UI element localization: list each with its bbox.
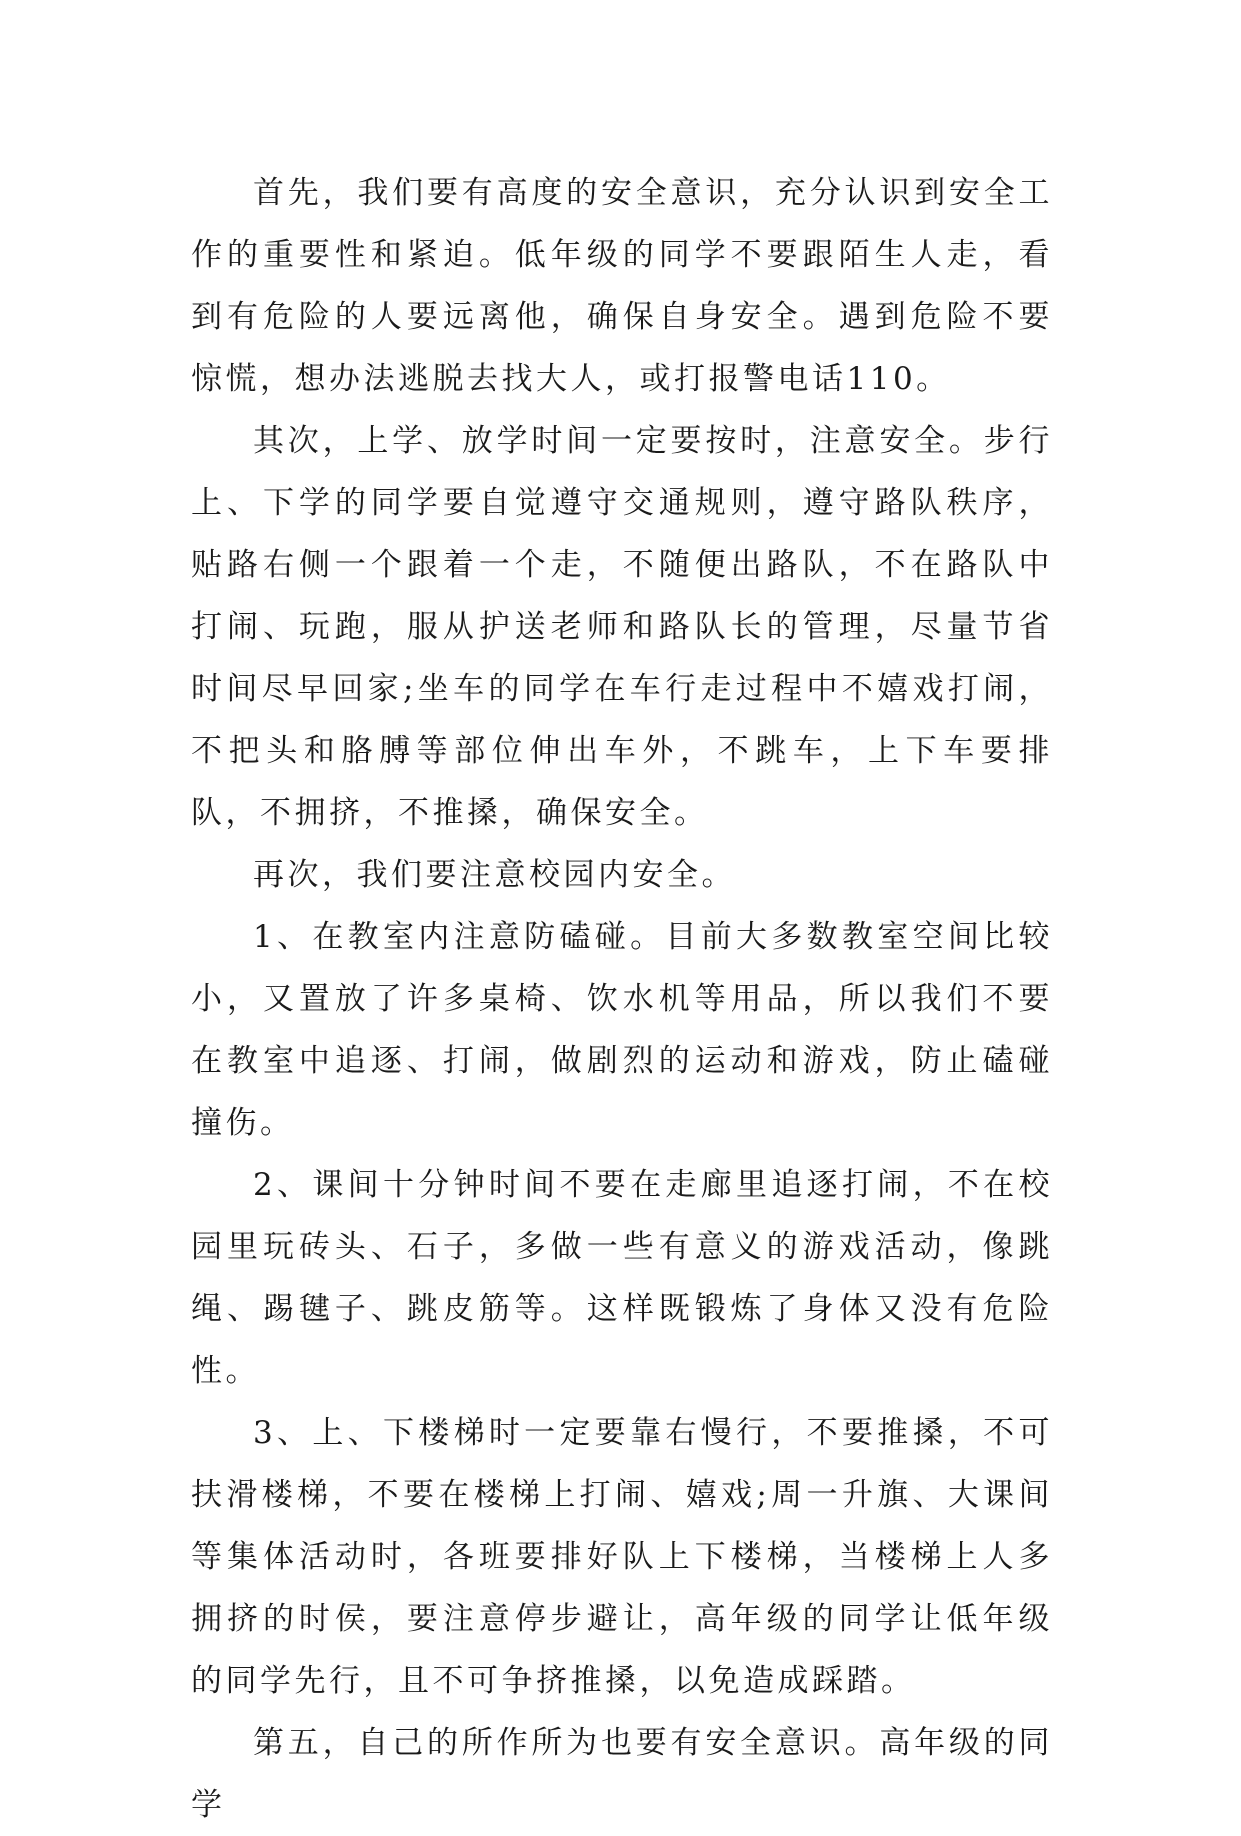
paragraph-recess: 2、课间十分钟时间不要在走廊里追逐打闹，不在校园里玩砖头、石子，多做一些有意义的游戏活动，像跳绳、踢毽子、跳皮筋等。这样既锻炼了身体又没有危险性。 xyxy=(191,1167,1053,1389)
paragraph-awareness: 首先，我们要有高度的安全意识，充分认识到安全工作的重要性和紧迫。低年级的同学不要跟陌生人走，看到有危险的人要远离他，确保自身安全。遇到危险不要惊慌，想办法逃脱去找大人，或打报警电话110。 xyxy=(191,175,1053,397)
document-body xyxy=(191,162,1053,1836)
paragraph-commute: 其次，上学、放学时间一定要按时，注意安全。步行上、下学的同学要自觉遵守交通规则，遵守路队秩序，贴路右侧一个跟着一个走，不随便出路队，不在路队中打闹、玩跑，服从护送老师和路队长的管理，尽量节省时间尽早回家;坐车的同学在车行走过程中不嬉戏打闹，不把头和胳膊等部位伸出车外，不跳车，上下车要排队，不拥挤，不推搡，确保安全。 xyxy=(191,423,1053,831)
paragraph-stairs: 3、上、下楼梯时一定要靠右慢行，不要推搡，不可扶滑楼梯，不要在楼梯上打闹、嬉戏;周一升旗、大课间等集体活动时，各班要排好队上下楼梯，当楼梯上人多拥挤的时侯，要注意停步避让，高年级的同学让低年级的同学先行，且不可争挤推搡，以免造成踩踏。 xyxy=(191,1415,1053,1699)
paragraph-conduct: 第五，自己的所作所为也要有安全意识。高年级的同学 xyxy=(191,1725,1053,1823)
paragraph-classroom: 1、在教室内注意防磕碰。目前大多数教室空间比较小，又置放了许多桌椅、饮水机等用品，所以我们不要在教室中追逐、打闹，做剧烈的运动和游戏，防止磕碰撞伤。 xyxy=(191,919,1053,1141)
paragraph-campus-intro: 再次，我们要注意校园内安全。 xyxy=(253,857,736,893)
